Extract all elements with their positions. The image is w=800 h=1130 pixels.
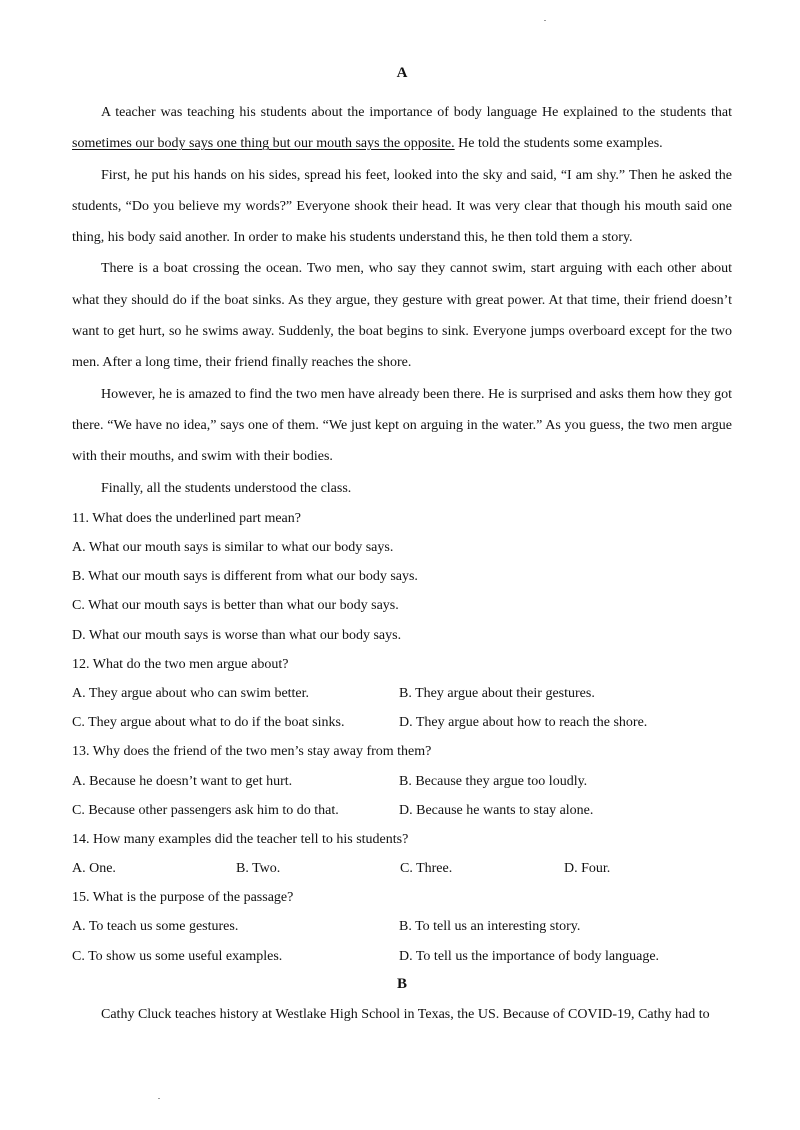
option-row — [72, 942, 732, 971]
option-c: C. To show us some useful examples. — [72, 948, 283, 964]
option-b: B. What our mouth says is different from what our body says. — [72, 569, 418, 585]
option-a: A. One. — [72, 861, 116, 877]
option-row — [72, 767, 732, 796]
option-row — [72, 796, 732, 825]
question-11 — [72, 504, 732, 650]
option-row — [72, 679, 732, 708]
question-stem: 12. What do the two men argue about? — [72, 656, 289, 672]
option-c: C. They argue about what to do if the boat sinks. — [72, 715, 345, 731]
document-page — [72, 62, 732, 1030]
scan-dot-top — [544, 20, 546, 21]
section-b-paragraph-1: Cathy Cluck teaches history at Westlake High School in Texas, the US. Because of COVID-19, Cathy had to — [101, 1006, 710, 1022]
paragraph-1-text-end: He told the students some examples. — [454, 136, 663, 152]
option-b: B. They argue about their gestures. — [399, 685, 595, 701]
section-a-paragraph-1 — [72, 97, 732, 160]
option-row — [72, 708, 732, 737]
section-a-paragraph-3: There is a boat crossing the ocean. Two men, who say they cannot swim, start arguing with each other about what they should do if the boat sinks. As they argue, they gesture with great power. At that time, their friend doesn’t want to get hurt, so he swims away. Suddenly, the boat begins to sink. Everyone jumps overboard except for the two men. After a long time, their friend finally reaches the shore. — [72, 261, 732, 371]
option-c: C. Because other passengers ask him to do that. — [72, 802, 339, 818]
section-a-paragraph-2: First, he put his hands on his sides, spread his feet, looked into the sky and said, “I am shy.” Then he asked the students, “Do you believe my words?” Everyone shook their head. It was very clear that though his mouth said one thing, his body said another. In order to make his students understand this, he then told them a story. — [72, 167, 732, 246]
section-a-paragraph-4: However, he is amazed to find the two men have already been there. He is surprised and asks them how they got there. “We have no idea,” says one of them. “We just kept on arguing in the water.” As you guess, the two men argue with their mouths, and swim with their bodies. — [72, 386, 732, 465]
option-a: A. They argue about who can swim better. — [72, 685, 310, 701]
underlined-sentence: sometimes our body says one thing but our mouth says the opposite. — [72, 136, 455, 152]
option-d: D. They argue about how to reach the shore. — [399, 715, 648, 731]
option-a: A. To teach us some gestures. — [72, 919, 239, 935]
question-14 — [72, 825, 732, 883]
option-row — [72, 912, 732, 941]
option-b: B. To tell us an interesting story. — [399, 919, 581, 935]
option-b: B. Two. — [236, 861, 281, 877]
option-row — [72, 854, 732, 883]
section-a-heading: A — [396, 65, 408, 81]
option-d: D. Because he wants to stay alone. — [399, 802, 594, 818]
option-b: B. Because they argue too loudly. — [399, 773, 588, 789]
question-stem: 14. How many examples did the teacher tell to his students? — [72, 831, 409, 847]
question-13 — [72, 737, 732, 825]
option-c: C. What our mouth says is better than what our body says. — [72, 598, 399, 614]
paragraph-1-text-start: A teacher was teaching his students about the importance of body language He explained to the students that — [101, 105, 732, 120]
option-a: A. What our mouth says is similar to what our body says. — [72, 540, 394, 556]
option-d: D. What our mouth says is worse than what our body says. — [72, 627, 402, 643]
question-stem: 11. What does the underlined part mean? — [72, 510, 301, 526]
scan-dot-bottom — [158, 1098, 160, 1099]
question-stem: 15. What is the purpose of the passage? — [72, 890, 294, 906]
question-12 — [72, 650, 732, 738]
section-a-paragraph-5: Finally, all the students understood the class. — [101, 480, 352, 496]
option-d: D. To tell us the importance of body language. — [399, 948, 660, 964]
option-a: A. Because he doesn’t want to get hurt. — [72, 773, 293, 789]
section-b-heading: B — [396, 975, 407, 992]
option-d: D. Four. — [564, 861, 611, 877]
question-15 — [72, 883, 732, 971]
option-c: C. Three. — [400, 861, 453, 877]
question-stem: 13. Why does the friend of the two men’s stay away from them? — [72, 744, 432, 760]
